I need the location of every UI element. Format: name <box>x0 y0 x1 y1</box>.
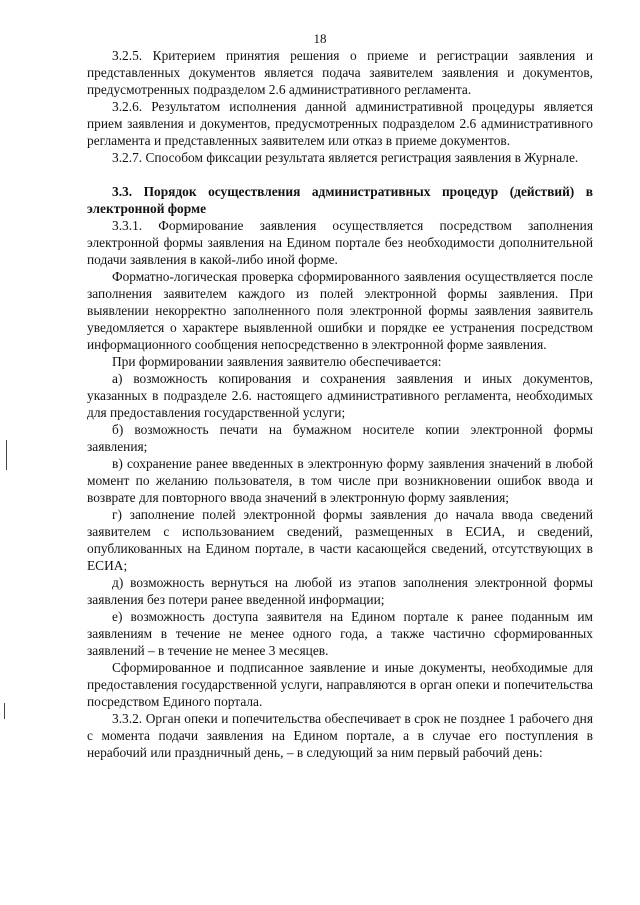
section-heading-3-3: 3.3. Порядок осуществления административных процедур (действий) в электронной форме <box>87 184 593 216</box>
paragraph-3-2-7: 3.2.7. Способом фиксации результата является регистрация заявления в Журнале. <box>112 150 579 165</box>
paragraph-3-3-1: 3.3.1. Формирование заявления осуществляется посредством заполнения электронной формы заявления на Едином портале без необходимости дополнительной подачи заявления в какой-либо иной форме. <box>87 218 593 267</box>
paragraph-format-check: Форматно-логическая проверка сформированного заявления осуществляется после заполнения заявителем каждого из полей электронной формы заявления. При выявлении некорректно заполненного поля электронной формы заявления заявитель уведомляется о характере выявленной ошибки и порядке ее устранения посредством информационного сообщения непосредственно в электронной форме заявления. <box>87 269 593 352</box>
scan-artifact-mark <box>4 703 5 719</box>
paragraph-provisions-intro: При формировании заявления заявителю обеспечивается: <box>112 354 442 369</box>
list-item-g: г) заполнение полей электронной формы заявления до начала ввода сведений заявителем с использованием сведений, размещенных в ЕСИА, и сведений, опубликованных на Едином портале, в части касающейся сведений, отсутствующих в ЕСИА; <box>87 507 593 573</box>
list-item-d: д) возможность вернуться на любой из этапов заполнения электронной формы заявления без потери ранее введенной информации; <box>87 575 593 607</box>
document-body <box>87 47 593 761</box>
list-item-v: в) сохранение ранее введенных в электронную форму заявления значений в любой момент по желанию пользователя, в том числе при возникновении ошибок ввода и возврате для повторного ввода значений в электронную форму заявления; <box>87 456 593 505</box>
list-item-e: е) возможность доступа заявителя на Едином портале к ранее поданным им заявлениям в течение не менее одного года, а также частично сформированных заявлений – в течение не менее 3 месяцев. <box>87 609 593 658</box>
paragraph-3-3-2: 3.3.2. Орган опеки и попечительства обеспечивает в срок не позднее 1 рабочего дня с момента подачи заявления на Едином портале, а в случае его поступления в нерабочий или праздничный день, – в следующий за ним первый рабочий день: <box>87 711 593 760</box>
page-number: 18 <box>313 31 327 46</box>
list-item-a: а) возможность копирования и сохранения заявления и иных документов, указанных в подразделе 2.6. настоящего административного регламента, необходимых для предоставления государственной услуги; <box>87 371 593 420</box>
paragraph-3-2-5: 3.2.5. Критерием принятия решения о приеме и регистрации заявления и представленных документов является подача заявителем заявления и документов, предусмотренных подразделом 2.6 административного регламента. <box>87 48 593 97</box>
list-item-b: б) возможность печати на бумажном носителе копии электронной формы заявления; <box>87 422 593 454</box>
paragraph-3-2-6: 3.2.6. Результатом исполнения данной административной процедуры является прием заявления и документов, предусмотренных подразделом 2.6 административного регламента и представленных заявителем или отказ в приеме документов. <box>87 99 593 148</box>
scan-artifact-mark <box>6 440 7 470</box>
paragraph-submission: Сформированное и подписанное заявление и иные документы, необходимые для предоставления государственной услуги, направляются в орган опеки и попечительства посредством Единого портала. <box>87 660 593 709</box>
